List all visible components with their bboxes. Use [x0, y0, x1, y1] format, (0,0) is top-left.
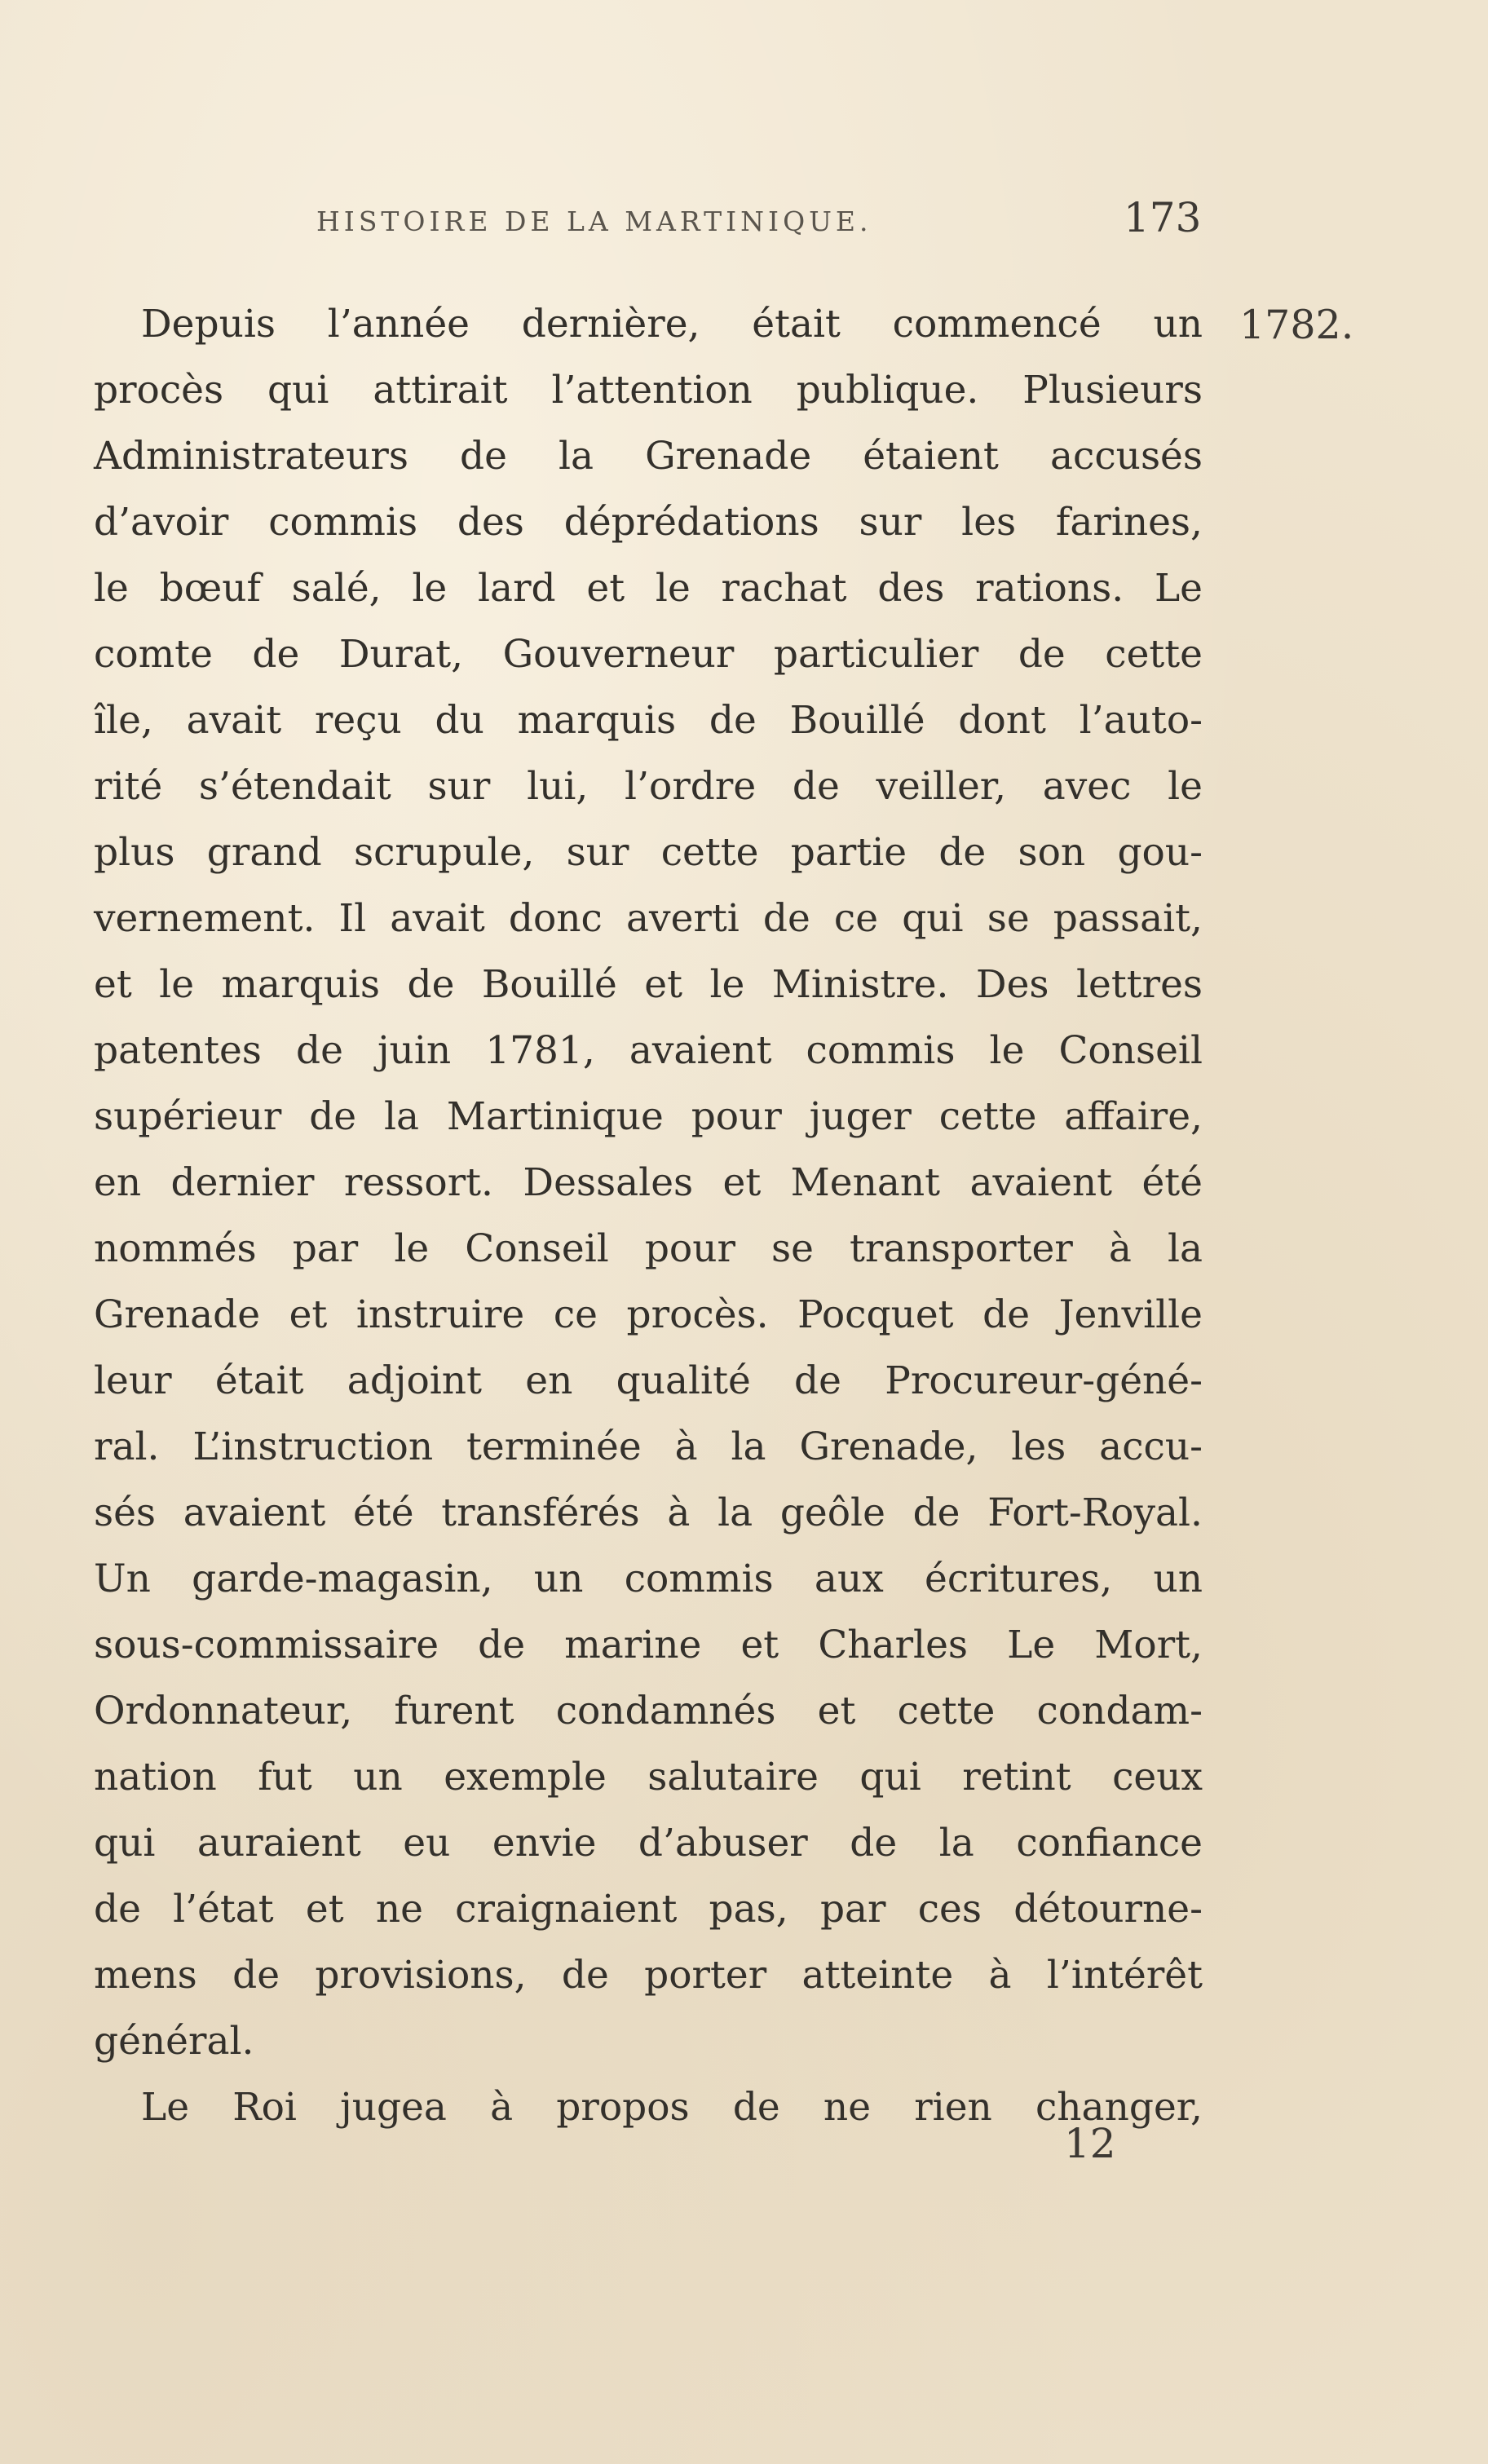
text-line: plus grand scrupule, sur cette partie de son gou- — [94, 830, 1203, 875]
text-line: en dernier ressort. Dessales et Menant avaient été — [94, 1160, 1203, 1205]
text-line: sés avaient été transférés à la geôle de Fort-Royal. — [94, 1490, 1203, 1535]
text-line: et le marquis de Bouillé et le Ministre. Des lettres — [94, 962, 1203, 1007]
text-line: Grenade et instruire ce procès. Pocquet de Jenville — [94, 1292, 1203, 1337]
text-line: d’avoir commis des déprédations sur les farines, — [94, 500, 1203, 545]
signature-mark: 12 — [1064, 2120, 1116, 2167]
text-line: Depuis l’année dernière, était commencé un — [141, 302, 1203, 347]
text-line: supérieur de la Martinique pour juger cette affaire, — [94, 1094, 1203, 1139]
text-line: vernement. Il avait donc averti de ce qui se passait, — [94, 896, 1203, 941]
text-line: de l’état et ne craignaient pas, par ces détourne- — [94, 1887, 1203, 1932]
page-number: 173 — [1124, 194, 1202, 241]
text-line: procès qui attirait l’attention publique. Plusieurs — [94, 368, 1203, 413]
text-line: comte de Durat, Gouverneur particulier de cette — [94, 632, 1203, 677]
margin-year-note: 1782. — [1239, 302, 1354, 348]
text-line: Administrateurs de la Grenade étaient accusés — [94, 434, 1203, 479]
text-line: ral. L’instruction terminée à la Grenade, les accu- — [94, 1424, 1203, 1469]
text-line: Ordonnateur, furent condamnés et cette condam- — [94, 1689, 1203, 1733]
body-text — [94, 291, 1203, 2140]
text-line: nommés par le Conseil pour se transporter à la — [94, 1226, 1203, 1271]
text-line: leur était adjoint en qualité de Procureur-géné- — [94, 1358, 1203, 1403]
text-line: mens de provisions, de porter atteinte à l’intérêt — [94, 1953, 1203, 1998]
text-line: patentes de juin 1781, avaient commis le Conseil — [94, 1028, 1203, 1073]
text-line: nation fut un exemple salutaire qui retint ceux — [94, 1755, 1203, 1799]
running-head: HISTOIRE DE LA MARTINIQUE. — [316, 205, 872, 237]
text-line: qui auraient eu envie d’abuser de la confiance — [94, 1821, 1203, 1866]
text-line: île, avait reçu du marquis de Bouillé dont l’auto- — [94, 698, 1203, 743]
text-line: Un garde-magasin, un commis aux écritures, un — [94, 1557, 1203, 1601]
text-line: sous-commissaire de marine et Charles Le Mort, — [94, 1623, 1203, 1667]
text-line: Le Roi jugea à propos de ne rien changer, — [141, 2085, 1203, 2130]
text-line: le bœuf salé, le lard et le rachat des rations. Le — [94, 566, 1203, 611]
text-line: rité s’étendait sur lui, l’ordre de veiller, avec le — [94, 764, 1203, 809]
text-line: général. — [94, 2019, 254, 2064]
